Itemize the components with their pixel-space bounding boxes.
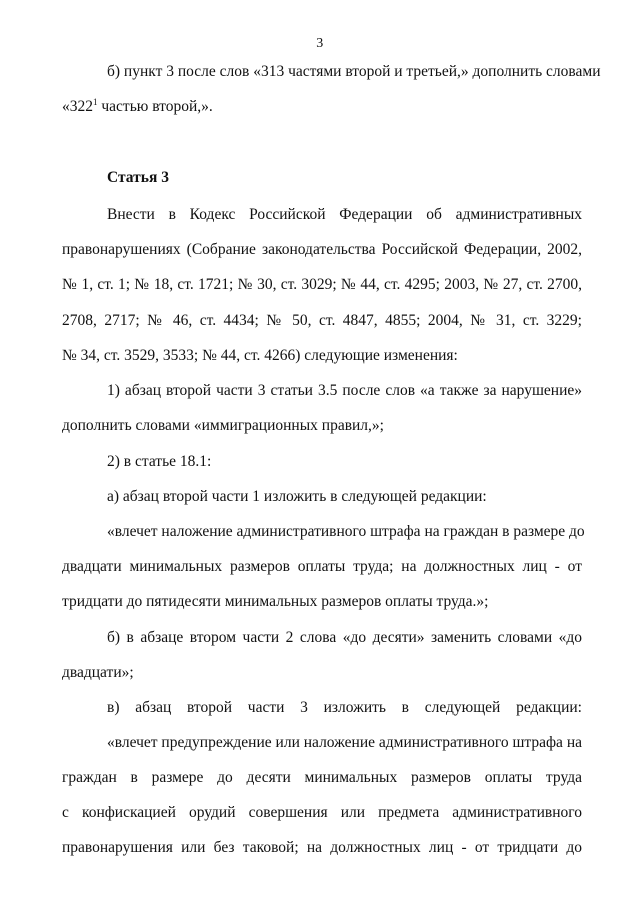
quote-v-line-3: с конфискацией орудий совершения или предмета административного <box>62 804 582 821</box>
article-intro-line-1: Внести в Кодекс Российской Федерации об административных <box>107 206 582 223</box>
quote-v-line-4: правонарушения или без таковой; на должностных лиц - от тридцати до <box>62 839 582 856</box>
item-2a: а) абзац второй части 1 изложить в следующей редакции: <box>107 488 487 505</box>
article-intro-line-3: № 1, ст. 1; № 18, ст. 1721; № 30, ст. 3029; № 44, ст. 4295; 2003, № 27, ст. 2700, <box>62 276 582 293</box>
quote-a-line-1: «влечет наложение административного штрафа на граждан в размере до <box>107 523 585 540</box>
item-2b-line-1: б) в абзаце втором части 2 слова «до десяти» заменить словами «до <box>107 629 582 646</box>
paragraph-b-text-before-sup: «322 <box>62 98 93 115</box>
item-2v: в) абзац второй части 3 изложить в следующей редакции: <box>107 699 582 716</box>
article-intro-line-5: № 34, ст. 3529, 3533; № 44, ст. 4266) следующие изменения: <box>62 347 458 364</box>
paragraph-b-line-1: б) пункт 3 после слов «313 частями второй и третьей,» дополнить словами <box>107 63 601 80</box>
quote-v-line-1: «влечет предупреждение или наложение административного штрафа на <box>107 734 582 751</box>
item-1-line-1: 1) абзац второй части 3 статьи 3.5 после слов «а также за нарушение» <box>107 382 582 399</box>
article-intro-line-4: 2708, 2717; № 46, ст. 4434; № 50, ст. 4847, 4855; 2004, № 31, ст. 3229; <box>62 312 582 329</box>
quote-a-line-2: двадцати минимальных размеров оплаты труда; на должностных лиц - от <box>62 558 582 575</box>
item-1-line-2: дополнить словами «иммиграционных правил,»; <box>62 417 384 434</box>
superscript-index: 1 <box>93 96 98 107</box>
article-intro-line-2: правонарушениях (Собрание законодательства Российской Федерации, 2002, <box>62 241 582 258</box>
item-2b-line-2: двадцати»; <box>62 664 134 681</box>
quote-v-line-2: граждан в размере до десяти минимальных размеров оплаты труда <box>62 769 582 786</box>
quote-a-line-3: тридцати до пятидесяти минимальных размеров оплаты труда.»; <box>62 593 489 610</box>
item-2: 2) в статье 18.1: <box>107 453 212 470</box>
paragraph-b-text-after-sup: частью второй,». <box>97 98 213 115</box>
paragraph-b-line-2 <box>62 97 582 117</box>
page-number: 3 <box>316 36 324 51</box>
article-heading: Статья 3 <box>107 169 169 186</box>
